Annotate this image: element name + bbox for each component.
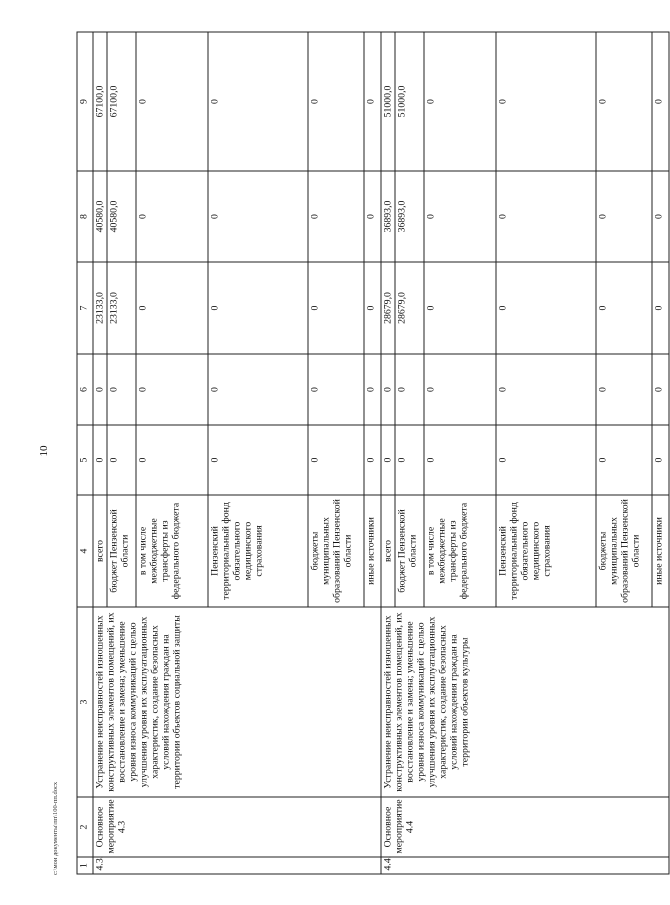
amount-cell: 67100,0 bbox=[107, 32, 136, 171]
amount-cell: 0 bbox=[208, 425, 308, 495]
amount-cell: 0 bbox=[381, 425, 395, 495]
amount-cell: 0 bbox=[208, 262, 308, 354]
measure-type: Основное мероприятие 4.4 bbox=[381, 797, 669, 857]
amount-cell: 0 bbox=[596, 354, 652, 425]
header-cell: 7 bbox=[77, 262, 93, 354]
amount-cell: 0 bbox=[364, 171, 381, 262]
amount-cell: 0 bbox=[93, 425, 107, 495]
measure-number: 4.3. bbox=[93, 857, 381, 874]
funding-source: иные источники bbox=[652, 495, 669, 607]
funding-source: в том числе межбюджетные трансферты из федерального бюджета bbox=[136, 495, 208, 607]
header-cell: 8 bbox=[77, 171, 93, 262]
header-cell: 3 bbox=[77, 607, 93, 797]
amount-cell: 36893,0 bbox=[381, 171, 395, 262]
footer-file-path: c:\мои документы\пп\100-пп.docx bbox=[52, 781, 59, 875]
amount-cell: 0 bbox=[424, 262, 496, 354]
header-cell: 1 bbox=[77, 857, 93, 874]
amount-cell: 0 bbox=[136, 425, 208, 495]
amount-cell: 0 bbox=[652, 354, 669, 425]
amount-cell: 0 bbox=[136, 32, 208, 171]
amount-cell: 0 bbox=[496, 354, 596, 425]
amount-cell: 0 bbox=[208, 171, 308, 262]
amount-cell: 0 bbox=[596, 262, 652, 354]
amount-cell: 0 bbox=[496, 425, 596, 495]
amount-cell: 0 bbox=[107, 354, 136, 425]
funding-source: в том числе межбюджетные трансферты из федерального бюджета bbox=[424, 495, 496, 607]
funding-source: Пензенский территориальный фонд обязательного медицинского страхования bbox=[208, 495, 308, 607]
funding-source: всего bbox=[93, 495, 107, 607]
amount-cell: 0 bbox=[596, 171, 652, 262]
header-cell: 4 bbox=[77, 495, 93, 607]
amount-cell: 0 bbox=[136, 262, 208, 354]
measure-description: Устранение неисправностей изношенных конструктивных элементов помещений, их восстановление и замена; уменьшение уровня износа коммуникаций с целью улучшения уровня их эксплуатационных характеристик, создание безопасных условий нахождения граждан на территории объектов культуры bbox=[381, 607, 669, 797]
funding-source: бюджеты муниципальных образований Пензенской области bbox=[308, 495, 364, 607]
page-number: 10 bbox=[38, 445, 50, 457]
amount-cell: 0 bbox=[308, 354, 364, 425]
amount-cell: 0 bbox=[424, 354, 496, 425]
amount-cell: 0 bbox=[424, 425, 496, 495]
amount-cell: 67100,0 bbox=[93, 32, 107, 171]
amount-cell: 0 bbox=[652, 171, 669, 262]
amount-cell: 0 bbox=[395, 425, 424, 495]
amount-cell: 0 bbox=[308, 32, 364, 171]
amount-cell: 0 bbox=[496, 171, 596, 262]
amount-cell: 51000,0 bbox=[395, 32, 424, 171]
funding-table bbox=[77, 32, 670, 875]
header-row bbox=[77, 32, 93, 874]
table-row bbox=[93, 32, 107, 874]
header-cell: 2 bbox=[77, 797, 93, 857]
amount-cell: 0 bbox=[395, 354, 424, 425]
amount-cell: 0 bbox=[496, 32, 596, 171]
amount-cell: 28679,0 bbox=[381, 262, 395, 354]
amount-cell: 51000,0 bbox=[381, 32, 395, 171]
amount-cell: 0 bbox=[424, 32, 496, 171]
amount-cell: 0 bbox=[364, 32, 381, 171]
amount-cell: 0 bbox=[136, 171, 208, 262]
amount-cell: 0 bbox=[652, 32, 669, 171]
amount-cell: 23133,0 bbox=[93, 262, 107, 354]
amount-cell: 0 bbox=[308, 171, 364, 262]
amount-cell: 0 bbox=[596, 32, 652, 171]
amount-cell: 0 bbox=[364, 425, 381, 495]
header-cell: 9 bbox=[77, 32, 93, 171]
amount-cell: 0 bbox=[136, 354, 208, 425]
amount-cell: 0 bbox=[308, 425, 364, 495]
amount-cell: 0 bbox=[424, 171, 496, 262]
header-cell: 5 bbox=[77, 425, 93, 495]
funding-source: бюджеты муниципальных образований Пензенской области bbox=[596, 495, 652, 607]
amount-cell: 0 bbox=[208, 32, 308, 171]
measure-description: Устранение неисправностей изношенных конструктивных элементов помещений, их восстановление и замена; уменьшение уровня износа коммуникаций с целью улучшения уровня их эксплуатационных характеристик, создание безопасных условий нахождения граждан на территории объектов социальной защиты bbox=[93, 607, 381, 797]
amount-cell: 0 bbox=[208, 354, 308, 425]
amount-cell: 0 bbox=[364, 354, 381, 425]
funding-source: бюджет Пензенской области bbox=[395, 495, 424, 607]
amount-cell: 28679,0 bbox=[395, 262, 424, 354]
amount-cell: 36893,0 bbox=[395, 171, 424, 262]
measure-type: Основное мероприятие 4.3 bbox=[93, 797, 381, 857]
amount-cell: 0 bbox=[652, 425, 669, 495]
header-cell: 6 bbox=[77, 354, 93, 425]
funding-source: всего bbox=[381, 495, 395, 607]
measure-number: 4.4. bbox=[381, 857, 669, 874]
amount-cell: 0 bbox=[381, 354, 395, 425]
rotated-table-sheet bbox=[77, 33, 665, 875]
amount-cell: 0 bbox=[93, 354, 107, 425]
funding-source: бюджет Пензенской области bbox=[107, 495, 136, 607]
funding-source: Пензенский территориальный фонд обязательного медицинского страхования bbox=[496, 495, 596, 607]
funding-source: иные источники bbox=[364, 495, 381, 607]
amount-cell: 40580,0 bbox=[93, 171, 107, 262]
amount-cell: 40580,0 bbox=[107, 171, 136, 262]
amount-cell: 23133,0 bbox=[107, 262, 136, 354]
amount-cell: 0 bbox=[364, 262, 381, 354]
amount-cell: 0 bbox=[496, 262, 596, 354]
amount-cell: 0 bbox=[596, 425, 652, 495]
amount-cell: 0 bbox=[107, 425, 136, 495]
amount-cell: 0 bbox=[652, 262, 669, 354]
table-row bbox=[381, 32, 395, 874]
amount-cell: 0 bbox=[308, 262, 364, 354]
